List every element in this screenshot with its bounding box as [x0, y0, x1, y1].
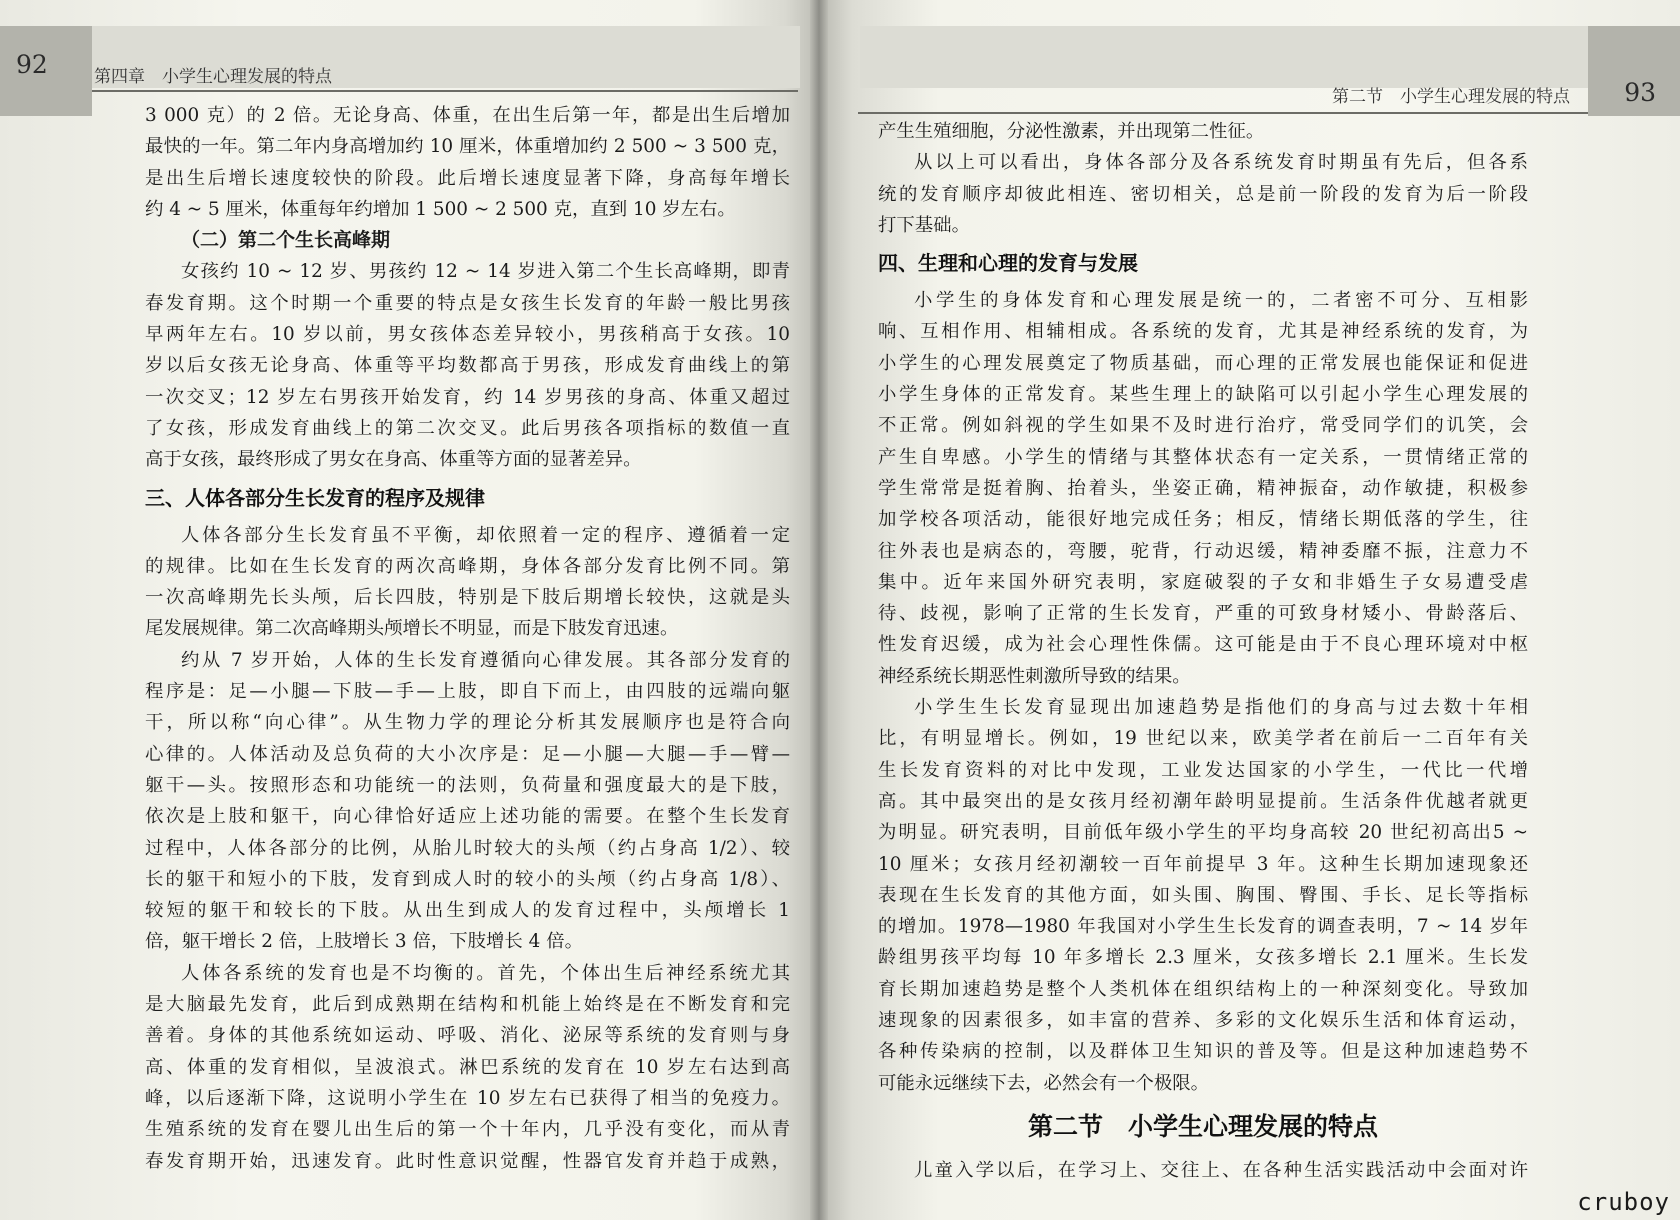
text-line: 约从 7 岁开始，人体的生长发育遵循向心律发展。其各部分发育的: [181, 649, 790, 671]
text-line: 高于女孩，最终形成了男女在身高、体重等方面的显著差异。: [145, 449, 642, 471]
text-line: 小学生身体的正常发育。某些生理上的缺陷可以引起小学生心理发展的: [878, 384, 1528, 406]
text-line: 比，有明显增长。例如，19 世纪以来，欧美学者在前后一二百年有关: [878, 728, 1528, 750]
text-line: 程序是：足—小腿—下肢—手—上肢，即自下而上，由四肢的远端向躯: [145, 681, 790, 703]
text-line: 打下基础。: [878, 214, 970, 236]
paragraph: [878, 1155, 1528, 1186]
text-line: 人体各系统的发育也是不均衡的。首先，个体出生后神经系统尤其: [181, 962, 790, 984]
text-line: 不正常。例如斜视的学生如果不及时进行治疗，常受同学们的讥笑，会: [878, 415, 1528, 437]
subsection-heading: （二）第二个生长高峰期: [181, 229, 391, 252]
chapter-section-title: 第二节 小学生心理发展的特点: [1027, 1111, 1378, 1141]
page-number: 93: [1624, 78, 1656, 107]
text-line: 速现象的因素很多，如丰富的营养、多彩的文化娱乐生活和体育运动，: [878, 1010, 1528, 1032]
text-line: 10 厘米；女孩月经初潮较一百年前提早 3 年。这种生长期加速现象还: [878, 853, 1528, 875]
text-line: 一次高峰期先长头颅，后长四肢，特别是下肢后期增长较快，这就是头: [145, 587, 790, 609]
text-line: 加学校各项活动，能很好地完成任务；相反，情绪长期低落的学生，往: [878, 509, 1528, 531]
text-line: 待、歧视，影响了正常的生长发育，严重的可致身材矮小、骨龄落后、: [878, 603, 1528, 625]
paragraph: [878, 116, 1528, 147]
running-head: 第二节 小学生心理发展的特点: [1332, 87, 1570, 107]
text-line: 产生自卑感。小学生的情绪与其整体状态有一定关系，一贯情绪正常的: [878, 446, 1528, 468]
text-line: 依次是上肢和躯干，向心律恰好适应上述功能的需要。在整个生长发育: [145, 806, 790, 828]
paragraph: [145, 958, 790, 1177]
text-line: 人体各部分生长发育虽不平衡，却依照着一定的程序、遵循着一定: [181, 524, 790, 546]
text-line: 小学生的身体发育和心理发展是统一的，二者密不可分、互相影: [914, 290, 1528, 312]
text-line: 儿童入学以后，在学习上、交往上、在各种生活实践活动中会面对许: [914, 1159, 1528, 1181]
text-line: 长的躯干和短小的下肢，发育到成人时的较小的头颅（约占身高 1/8）、: [145, 868, 790, 890]
paragraph: [145, 256, 790, 475]
text-line: 响、互相作用、相辅相成。各系统的发育，尤其是神经系统的发育，为: [878, 321, 1528, 343]
text-line: 躯干—头。按照形态和功能统一的法则，负荷量和强度最大的是下肢，: [145, 774, 790, 796]
text-line: 生长发育资料的对比中发现，工业发达国家的小学生，一代比一代增: [878, 759, 1528, 781]
text-line: 岁以后女孩无论身高、体重等平均数都高于男孩，形成发育曲线上的第: [145, 355, 790, 377]
text-line: 龄组男孩平均每 10 年多增长 2.3 厘米，女孩多增长 2.1 厘米。生长发: [878, 947, 1528, 969]
text-line: 小学生的心理发展奠定了物质基础，而心理的正常发展也能保证和促进: [878, 352, 1528, 374]
text-line: 从以上可以看出，身体各部分及各系统发育时期虽有先后，但各系: [914, 152, 1528, 174]
text-line: 是大脑最先发育，此后到成熟期在结构和机能上始终是在不断发育和完: [145, 994, 790, 1016]
text-line: 产生生殖细胞，分泌性激素，并出现第二性征。: [878, 121, 1265, 142]
text-line: 性发育迟缓，成为社会心理性侏儒。这可能是由于不良心理环境对中枢: [878, 634, 1528, 656]
header-rule: [92, 90, 798, 92]
text-line: 各种传染病的控制，以及群体卫生知识的普及等。但是这种加速趋势不: [878, 1041, 1528, 1063]
text-line: 的增加。1978—1980 年我国对小学生生长发育的调查表明，7 ~ 14 岁年: [878, 916, 1528, 938]
text-line: 一次交叉；12 岁左右男孩开始发育，约 14 岁男孩的身高、体重又超过: [145, 386, 790, 408]
book-gutter: [810, 0, 828, 1220]
text-line: 3 000 克）的 2 倍。无论身高、体重，在出生后第一年，都是出生后增加: [145, 105, 790, 126]
text-line: 约 4 ~ 5 厘米，体重每年约增加 1 500 ~ 2 500 克，直到 10 岁左右。: [145, 198, 736, 220]
text-line: 集中。近年来国外研究表明，家庭破裂的子女和非婚生子女易遭受虐: [878, 571, 1528, 593]
text-line: 了女孩，形成发育曲线上的第二次交叉。此后男孩各项指标的数值一直: [145, 417, 790, 439]
text-line: 高、体重的发育相似，呈波浪式。淋巴系统的发育在 10 岁左右达到高: [145, 1056, 790, 1078]
text-line: 春发育期开始，迅速发育。此时性意识觉醒，性器官发育并趋于成熟，: [145, 1150, 790, 1172]
section-heading: 四、生理和心理的发育与发展: [878, 251, 1138, 276]
text-line: 为明显。研究表明，目前低年级小学生的平均身高较 20 世纪初高出5 ~: [878, 822, 1528, 844]
text-line: 峰，以后逐渐下降，这说明小学生在 10 岁左右已获得了相当的免疫力。: [145, 1087, 790, 1109]
watermark: cruboy: [1577, 1188, 1670, 1216]
paragraph: [145, 100, 790, 225]
running-head: 第四章 小学生心理发展的特点: [94, 67, 332, 87]
paragraph: [878, 692, 1528, 1099]
text-line: 的规律。比如在生长发育的两次高峰期，身体各部分发育比例不同。第: [145, 555, 790, 577]
page-number: 92: [16, 50, 48, 79]
text-line: 可能永远继续下去，必然会有一个极限。: [878, 1072, 1210, 1094]
paragraph: [145, 645, 790, 958]
text-line: 春发育期。这个时期一个重要的特点是女孩生长发育的年龄一般比男孩: [145, 292, 790, 314]
text-line: 往外表也是病态的，弯腰，驼背，行动迟缓，精神委靡不振，注意力不: [878, 540, 1528, 562]
text-line: 育长期加速趋势是整个人类机体在组织结构上的一种深刻变化。导致加: [878, 978, 1528, 1000]
text-line: 较短的躯干和较长的下肢。从出生到成人的发育过程中，头颅增长 1: [145, 900, 790, 922]
left-page-body: [145, 100, 790, 1177]
text-line: 倍，躯干增长 2 倍，上肢增长 3 倍，下肢增长 4 倍。: [145, 931, 583, 953]
paragraph: [878, 285, 1528, 692]
text-line: 学生常常是挺着胸、抬着头，坐姿正确，精神振奋，动作敏捷，积极参: [878, 477, 1528, 499]
left-page: [0, 0, 818, 1220]
text-line: 是出生后增长速度较快的阶段。此后增长速度显著下降，身高每年增长: [145, 167, 790, 189]
text-line: 尾发展规律。第二次高峰期头颅增长不明显，而是下肢发育迅速。: [145, 618, 679, 640]
header-rule: [858, 112, 1588, 114]
text-line: 小学生生长发育显现出加速趋势是指他们的身高与过去数十年相: [914, 697, 1528, 719]
text-line: 统的发育顺序却彼此相连、密切相关，总是前一阶段的发育为后一阶段: [878, 183, 1528, 205]
right-page: [818, 0, 1680, 1220]
text-line: 生殖系统的发育在婴儿出生后的第一个十年内，几乎没有变化，而从青: [145, 1119, 790, 1141]
text-line: 神经系统长期恶性刺激所导致的结果。: [878, 665, 1191, 687]
section-heading: 三、人体各部分生长发育的程序及规律: [145, 485, 485, 510]
right-page-body: [878, 116, 1528, 1186]
header-band: [860, 26, 1680, 88]
text-line: 早两年左右。10 岁以前，男女孩体态差异较小，男孩稍高于女孩。10: [145, 324, 790, 346]
text-line: 善着。身体的其他系统如运动、呼吸、消化、泌尿等系统的发育则与身: [145, 1025, 790, 1047]
text-line: 高。其中最突出的是女孩月经初潮年龄明显提前。生活条件优越者就更: [878, 790, 1528, 812]
text-line: 心律的。人体活动及总负荷的大小次序是：足—小腿—大腿—手—臂—: [145, 743, 790, 765]
text-line: 女孩约 10 ~ 12 岁、男孩约 12 ~ 14 岁进入第二个生长高峰期，即青: [181, 261, 790, 283]
paragraph: [878, 147, 1528, 241]
text-line: 表现在生长发育的其他方面，如头围、胸围、臀围、手长、足长等指标: [878, 884, 1528, 906]
paragraph: [145, 520, 790, 645]
text-line: 最快的一年。第二年内身高增加约 10 厘米，体重增加约 2 500 ~ 3 500 克，: [145, 136, 790, 158]
text-line: 干，所以称“向心律”。从生物力学的理论分析其发展顺序也是符合向: [145, 712, 790, 734]
text-line: 过程中，人体各部分的比例，从胎儿时较大的头颅（约占身高 1/2）、较: [145, 837, 790, 859]
